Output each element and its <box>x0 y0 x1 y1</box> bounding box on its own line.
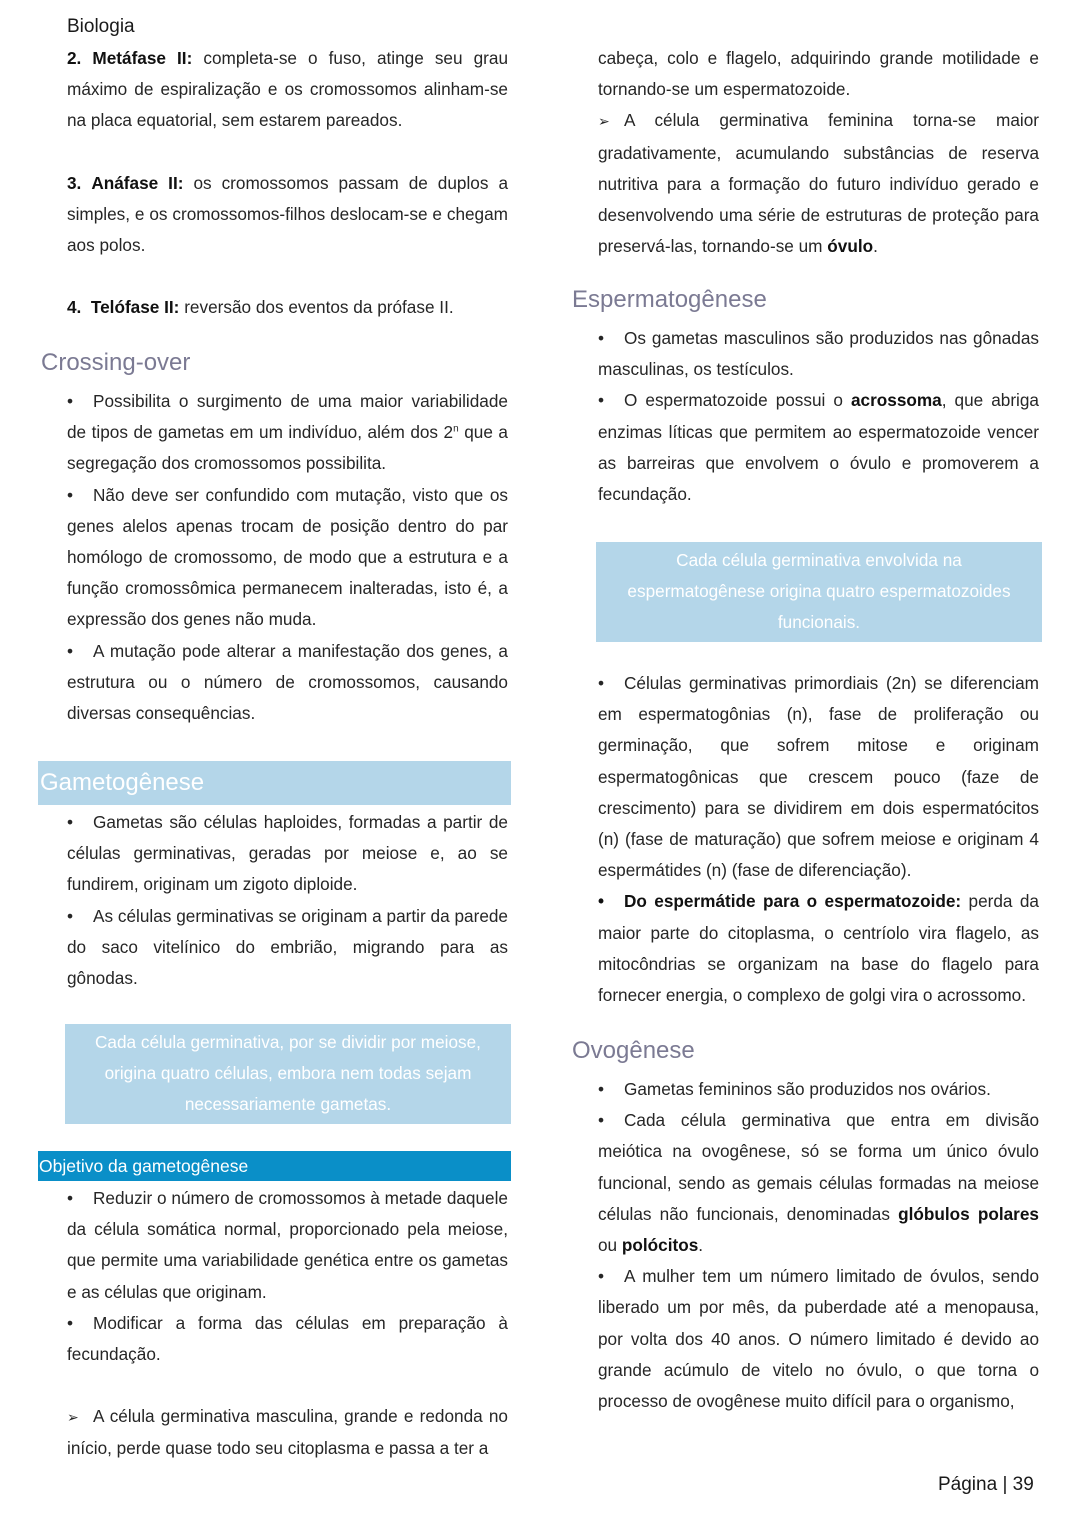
list-item: • Modificar a forma das células em preparação à fecundação. <box>67 1308 508 1370</box>
bullet-icon: • <box>598 1266 605 1287</box>
bullet-icon: • <box>67 391 74 411</box>
list-item: • Reduzir o número de cromossomos à metade daquele da célula somática normal, proporcionado pela meiose, que permite uma variabilidade genética entre os gametas e as células que originam. <box>67 1183 508 1308</box>
bullet-icon: • <box>598 1079 605 1099</box>
bullet-icon: • <box>67 1312 74 1333</box>
list-item: • Do espermátide para o espermatozoide: perda da maior parte do citoplasma, o centríolo vira flagelo, as mitocôndrias se organizam na base do flagelo para fornecer energia, o complexo de golgi vira o acrossomo. <box>598 886 1039 1011</box>
bullet-icon: • <box>67 905 74 926</box>
phase-anafase-ii: 3. Anáfase II: os cromossomos passam de duplos a simples, e os cromossomos-filhos deslocam-se e chegam aos polos. <box>67 172 509 256</box>
list-item: ➢ A célula germinativa feminina torna-se maior gradativamente, acumulando substâncias de reserva nutritiva para a formação do futuro indivíduo gerado e desenvolvendo uma série de estruturas de proteção para preservá-las, tornando-se um óvulo. <box>598 105 1039 262</box>
espermatogenese-list-2 <box>598 668 1039 1011</box>
bullet-icon: • <box>67 484 74 505</box>
heading-espermatogenese: Espermatogênese <box>572 286 767 313</box>
phase-telofase-ii: 4. Telófase II: reversão dos eventos da prófase II. <box>67 297 454 318</box>
arrow-bullet-icon: ➢ <box>67 1409 79 1426</box>
callout-gametogenese: Cada célula germinativa, por se dividir por meiose, origina quatro células, embora nem todas sejam necessariamente gametas. <box>65 1024 511 1124</box>
arrow-bullet-icon: ➢ <box>598 113 610 130</box>
bullet-icon: • <box>598 673 605 693</box>
bullet-icon: • <box>67 640 74 661</box>
phase-metafase-ii: 2. Metáfase II: completa-se o fuso, atinge seu grau máximo de espiralização e os cromossomos alinham-se na placa equatorial, sem estarem pareados. <box>67 48 509 131</box>
list-item: • Cada célula germinativa que entra em divisão meiótica na ovogênese, só se forma um único óvulo funcional, sendo as gemais células formadas na meiose células não funcionais, denominadas glóbulos polares ou polócitos. <box>598 1105 1039 1261</box>
list-item: • Gametas são células haploides, formadas a partir de células germinativas, geradas por meiose e, ao se fundirem, originam um zigoto diploide. <box>67 807 508 901</box>
right-intro <box>598 43 1039 262</box>
list-item: • Os gametas masculinos são produzidos nas gônadas masculinas, os testículos. <box>598 323 1039 385</box>
list-item: • Gametas femininos são produzidos nos ovários. <box>598 1074 1039 1105</box>
heading-objetivo-gametogenese: Objetivo da gametogênese <box>38 1151 511 1181</box>
heading-gametogenese: Gametogênese <box>38 761 511 805</box>
running-header: Biologia <box>67 16 135 37</box>
list-item: • Não deve ser confundido com mutação, visto que os genes alelos apenas trocam de posição dentro do par homólogo de cromossomo, de modo que a estrutura e a função cromossômica permanecem inalteradas, isto é, a expressão dos genes não muda. <box>67 480 508 636</box>
bullet-icon: • <box>598 1110 605 1131</box>
callout-espermatogenese: Cada célula germinativa envolvida na espermatogênese origina quatro espermatozoides funcionais. <box>596 542 1042 642</box>
list-item: • As células germinativas se originam a partir da parede do saco vitelínico do embrião, migrando para as gônodas. <box>67 901 508 995</box>
heading-crossing-over: Crossing-over <box>41 349 191 376</box>
phase-list <box>67 43 508 323</box>
espermatogenese-list <box>598 323 1039 510</box>
bullet-icon: • <box>598 328 605 348</box>
bullet-icon: • <box>67 1188 74 1208</box>
crossing-over-list <box>67 386 508 729</box>
objetivo-list <box>67 1183 508 1465</box>
list-item: • A mulher tem um número limitado de óvulos, sendo liberado um por mês, da puberdade até a menopausa, por volta dos 40 anos. O número limitado é devido ao grande acúmulo de vitelo no óvulo, o que torna o processo de ovogênese muito difícil para o organismo, <box>598 1261 1039 1417</box>
bullet-icon: • <box>598 390 605 411</box>
list-item: ➢ A célula germinativa masculina, grande e redonda no início, perde quase todo seu citoplasma e passa a ter a <box>67 1401 508 1464</box>
ovogenese-list <box>598 1074 1039 1417</box>
heading-ovogenese: Ovogênese <box>572 1037 695 1064</box>
list-item: • A mutação pode alterar a manifestação dos genes, a estrutura ou o número de cromossomos, causando diversas consequências. <box>67 636 508 730</box>
list-item: • Células germinativas primordiais (2n) se diferenciam em espermatogônias (n), fase de proliferação ou germinação, que sofrem mitose e originam espermatogônicas que crescem pouco (faze de crescimento) para se dividirem em dois espermatócitos (n) (fase de maturação) que sofrem meiose e originam 4 espermátides (n) (fase de diferenciação). <box>598 668 1039 886</box>
page-number: Página | 39 <box>938 1474 1034 1495</box>
bullet-icon: • <box>598 891 605 912</box>
bullet-icon: • <box>67 812 74 832</box>
continuation-text: cabeça, colo e flagelo, adquirindo grande motilidade e tornando-se um espermatozoide. <box>598 48 1039 100</box>
list-item: • Possibilita o surgimento de uma maior variabilidade de tipos de gametas em um indivíduo, além dos 2$^n$ que a segregação dos cromossomos possibilita. <box>67 386 508 480</box>
list-item: • O espermatozoide possui o acrossoma, que abriga enzimas líticas que permitem ao espermatozoide vencer as barreiras que envolvem o óvulo e promoverem a fecundação. <box>598 385 1039 510</box>
gametogenese-list <box>67 807 508 994</box>
